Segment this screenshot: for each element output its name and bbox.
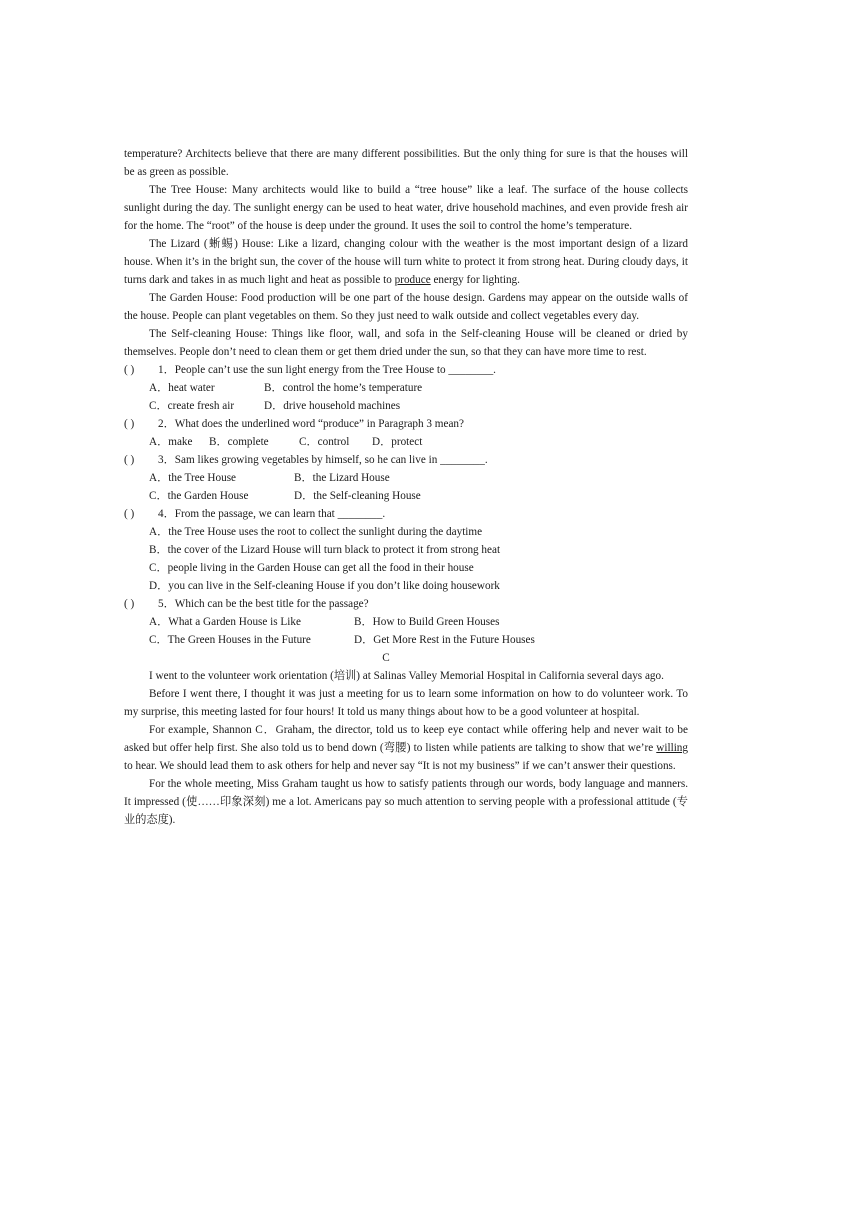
question-1 [124,361,688,379]
answer-blank: ( ) [124,454,135,466]
question-2-options-row [124,433,688,451]
passage-c-paragraph-3 [124,721,688,775]
option-c: C．The Green Houses in the Future [149,634,311,646]
option-a: A．make [149,436,193,448]
underlined-word-produce: produce [394,274,431,286]
option-b: B．complete [209,436,269,448]
passage-b-paragraph-garden-house: The Garden House: Food production will be one part of the house design. Gardens may appear on the outside walls of the house. People can plant vegetables on them. So they just need to walk outside and collect vegetables every day. [124,292,688,322]
question-stem: 1．People can’t use the sun light energy from the Tree House to ________. [158,364,496,376]
option-a: A．the Tree House [149,472,237,484]
option-d: D．the Self-cleaning House [294,490,421,502]
underlined-word-willing: willing [656,742,688,754]
question-3-options-row-2 [124,487,688,505]
answer-blank: ( ) [124,418,135,430]
question-1-options-row-1 [124,379,688,397]
option-d: D．you can live in the Self-cleaning House if you don’t like doing housework [149,580,500,592]
question-3-options-row-1 [124,469,688,487]
option-d: D．drive household machines [264,400,401,412]
passage-c-paragraph-1: I went to the volunteer work orientation (培训) at Salinas Valley Memorial Hospital in California several days ago. [149,670,664,682]
option-a: A．heat water [149,382,215,394]
passage-b-paragraph-self-cleaning-house: The Self-cleaning House: Things like floor, wall, and sofa in the Self-cleaning House will be cleaned or dried by themselves. People don’t need to clean them or get them dried under the sun, so that they can have more time to rest. [124,328,688,358]
paragraph-text-after: to hear. We should lead them to ask others for help and never say “It is not my business” if we can’t answer their questions. [124,760,676,772]
passage-b-paragraph-1: temperature? Architects believe that there are many different possibilities. But the only thing for sure is that the houses will be as green as possible. [124,148,688,178]
question-2 [124,415,688,433]
option-b: B．How to Build Green Houses [354,616,500,628]
passage-b-paragraph-lizard-house [124,235,688,289]
lizard-text-before: The Lizard (蜥蜴) House: Like a lizard, changing colour with the weather is the most important design of a lizard house. When it’s in the bright sun, the cover of the house will turn white to protect it from strong heat. During cloudy days, it turns dark and takes in as much light and heat as possible to [124,238,688,286]
answer-blank: ( ) [124,508,135,520]
question-4 [124,505,688,523]
document-content [124,145,688,829]
question-stem: 4．From the passage, we can learn that ________. [158,508,386,520]
passage-b-paragraph-tree-house: The Tree House: Many architects would like to build a “tree house” like a leaf. The surface of the house collects sunlight during the day. The sunlight energy can be used to heat water, drive household machines, and even provide fresh air for the home. The “root” of the house is deep under the ground. It uses the soil to control the home’s temperature. [124,184,688,232]
question-5 [124,595,688,613]
question-stem: 2．What does the underlined word “produce” in Paragraph 3 mean? [158,418,464,430]
answer-blank: ( ) [124,364,135,376]
question-5-options-row-2 [124,631,688,649]
option-a: A．the Tree House uses the root to collect the sunlight during the daytime [149,526,483,538]
option-c: C．people living in the Garden House can get all the food in their house [149,562,474,574]
option-c: C．control [299,436,350,448]
option-a: A．What a Garden House is Like [149,616,301,628]
answer-blank: ( ) [124,598,135,610]
option-d: D．Get More Rest in the Future Houses [354,634,535,646]
question-3 [124,451,688,469]
question-1-options-row-2 [124,397,688,415]
section-letter-c: C [382,652,390,664]
paragraph-text-before: For example, Shannon C．Graham, the director, told us to keep eye contact while offering help and never wait to be asked but offer help first. She also told us to bend down (弯腰) to listen while patients are talking to show that we’re [124,724,688,754]
lizard-text-after: energy for lighting. [430,274,520,286]
option-b: B．the cover of the Lizard House will turn black to protect it from strong heat [149,544,501,556]
question-stem: 3．Sam likes growing vegetables by himself, so he can live in ________. [158,454,488,466]
option-d: D．protect [372,436,423,448]
question-5-options-row-1 [124,613,688,631]
option-c: C．the Garden House [149,490,249,502]
passage-c-paragraph-4: For the whole meeting, Miss Graham taught us how to satisfy patients through our words, body language and manners. It impressed (使……印象深刻) me a lot. Americans pay so much attention to serving people with a professional attitude (专业的态度). [124,778,688,826]
option-b: B．control the home’s temperature [264,382,423,394]
option-c: C．create fresh air [149,400,235,412]
passage-c-paragraph-2: Before I went there, I thought it was just a meeting for us to learn some information on how to do volunteer work. To my surprise, this meeting lasted for four hours! It told us many things about how to be a good volunteer at hospital. [124,688,688,718]
question-stem: 5．Which can be the best title for the passage? [158,598,369,610]
option-b: B．the Lizard House [294,472,390,484]
